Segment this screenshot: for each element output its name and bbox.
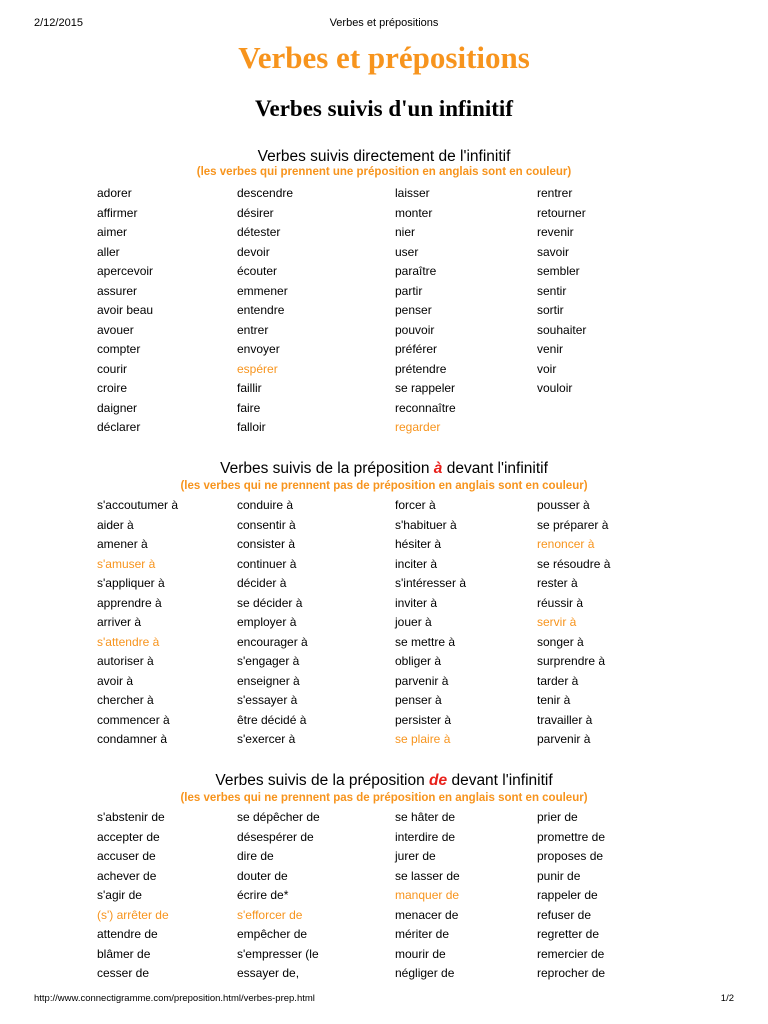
- verb-cell: pousser à: [537, 498, 590, 512]
- verb-cell: tenir à: [537, 693, 571, 707]
- verb-cell: encourager à: [237, 634, 308, 649]
- verb-cell: enseigner à: [237, 673, 300, 688]
- verb-cell: mériter de: [395, 927, 450, 941]
- verb-cell: employer à: [237, 615, 297, 629]
- verb-cell: entrer: [237, 322, 269, 337]
- section-title-text: devant l'infinitif: [447, 772, 553, 789]
- verb-cell: se rappeler: [395, 381, 456, 395]
- verb-cell: falloir: [237, 420, 266, 434]
- verb-cell: paraître: [395, 264, 437, 278]
- verb-cell: désirer: [237, 205, 274, 220]
- verb-cell: sembler: [537, 264, 580, 278]
- section-title: [0, 772, 768, 790]
- verb-cell: écrire de*: [237, 888, 289, 902]
- verb-cell: promettre de: [537, 829, 606, 844]
- verb-cell: s'essayer à: [237, 693, 298, 707]
- verb-cell: regretter de: [537, 927, 600, 941]
- verb-cell: assurer: [97, 283, 138, 298]
- verb-cell: manquer de: [395, 888, 460, 902]
- section-preposition: de: [429, 772, 448, 789]
- verb-cell: jurer de: [395, 849, 436, 863]
- verb-cell: daigner: [97, 400, 138, 415]
- verb-cell: aider à: [97, 517, 134, 532]
- verb-cell: proposes de: [537, 849, 604, 863]
- verb-cell: arriver à: [97, 615, 142, 629]
- verb-cell: apercevoir: [97, 264, 154, 278]
- section-title-text: Verbes suivis de la préposition: [220, 460, 434, 477]
- verb-cell: consentir à: [237, 517, 296, 532]
- verb-cell: mourir de: [395, 946, 446, 961]
- verb-cell: continuer à: [237, 556, 297, 571]
- verb-cell: songer à: [537, 634, 584, 649]
- verb-cell: retourner: [537, 205, 586, 220]
- verb-cell: surprendre à: [537, 654, 606, 668]
- verb-cell: descendre: [237, 186, 294, 200]
- verb-cell: réussir à: [537, 595, 584, 610]
- verb-cell: [537, 418, 657, 438]
- verb-cell: reprocher de: [537, 966, 606, 980]
- verb-cell: s'efforcer de: [237, 907, 303, 922]
- verb-cell: blâmer de: [97, 946, 151, 961]
- verb-cell: punir de: [537, 868, 581, 883]
- verb-cell: autoriser à: [97, 654, 154, 668]
- verb-cell: venir: [537, 342, 564, 356]
- section-title-text: Verbes suivis directement de l'infinitif: [257, 148, 511, 165]
- verb-cell: interdire de: [395, 829, 456, 844]
- verb-cell: sentir: [537, 283, 567, 298]
- verb-cell: détester: [237, 225, 281, 239]
- verb-cell: rentrer: [537, 186, 573, 200]
- verb-cell: rappeler de: [537, 888, 598, 902]
- verb-grid-a: [97, 496, 657, 750]
- verb-cell: prétendre: [395, 361, 447, 376]
- verb-cell: reconnaître: [395, 400, 456, 415]
- verb-cell: se résoudre à: [537, 556, 611, 571]
- verb-cell: [537, 399, 657, 419]
- verb-cell: inciter à: [395, 556, 438, 571]
- verb-cell: penser: [395, 303, 432, 317]
- verb-cell: menacer de: [395, 907, 459, 922]
- verb-cell: amener à: [97, 537, 148, 551]
- verb-cell: s'agir de: [97, 888, 142, 902]
- verb-cell: négliger de: [395, 966, 455, 980]
- verb-cell: dire de: [237, 849, 274, 863]
- verb-cell: croire: [97, 381, 128, 395]
- verb-cell: douter de: [237, 868, 288, 883]
- verb-grid-direct: [97, 184, 657, 438]
- verb-cell: emmener: [237, 283, 288, 298]
- verb-grid-de: [97, 808, 657, 984]
- verb-cell: faillir: [237, 381, 262, 395]
- verb-cell: se mettre à: [395, 634, 456, 649]
- section-preposition: à: [433, 460, 443, 477]
- verb-cell: pouvoir: [395, 322, 435, 337]
- verb-cell: forcer à: [395, 498, 436, 512]
- verb-cell: jouer à: [395, 615, 432, 629]
- section-note: (les verbes qui ne prennent pas de préposition en anglais sont en couleur): [180, 480, 588, 492]
- verb-cell: se préparer à: [537, 517, 609, 532]
- verb-cell: s'empresser (le: [237, 946, 319, 961]
- verb-cell: préférer: [395, 342, 438, 356]
- verb-cell: savoir: [537, 244, 570, 259]
- verb-cell: penser à: [395, 693, 442, 707]
- page-title: Verbes et prépositions: [238, 40, 530, 75]
- verb-cell: avoir beau: [97, 303, 154, 317]
- verb-cell: avoir à: [97, 673, 134, 688]
- verb-cell: s'exercer à: [237, 732, 296, 746]
- verb-cell: condamner à: [97, 732, 168, 746]
- verb-cell: monter: [395, 205, 433, 220]
- verb-cell: refuser de: [537, 907, 592, 922]
- print-doc-title: Verbes et prépositions: [329, 17, 439, 29]
- verb-cell: obliger à: [395, 654, 442, 668]
- verb-cell: laisser: [395, 186, 430, 200]
- verb-cell: partir: [395, 283, 423, 298]
- verb-cell: chercher à: [97, 693, 154, 707]
- source-url: http://www.connectigramme.com/preposition.html/verbes-prep.html: [34, 993, 315, 1004]
- verb-cell: nier: [395, 225, 416, 239]
- verb-cell: aimer: [97, 225, 128, 239]
- verb-cell: conduire à: [237, 498, 294, 512]
- verb-cell: s'abstenir de: [97, 810, 165, 824]
- verb-cell: renoncer à: [537, 537, 595, 551]
- verb-cell: regarder: [395, 420, 441, 434]
- verb-cell: remercier de: [537, 946, 605, 961]
- verb-cell: s'engager à: [237, 654, 300, 668]
- verb-cell: souhaiter: [537, 322, 587, 337]
- verb-cell: écouter: [237, 264, 278, 278]
- verb-cell: essayer de,: [237, 966, 300, 980]
- verb-cell: achever de: [97, 868, 157, 883]
- verb-cell: persister à: [395, 712, 452, 727]
- verb-cell: s'amuser à: [97, 556, 156, 571]
- section-note: (les verbes qui prennent une préposition en anglais sont en couleur): [196, 166, 572, 178]
- verb-cell: désespérer de: [237, 829, 314, 844]
- verb-cell: avouer: [97, 322, 134, 337]
- verb-cell: s'appliquer à: [97, 576, 165, 590]
- verb-cell: compter: [97, 342, 141, 356]
- verb-cell: sortir: [537, 303, 564, 317]
- verb-cell: courir: [97, 361, 128, 376]
- verb-cell: prier de: [537, 810, 578, 824]
- verb-cell: se hâter de: [395, 810, 456, 824]
- verb-cell: se décider à: [237, 595, 303, 610]
- verb-cell: décider à: [237, 576, 287, 590]
- verb-cell: affirmer: [97, 205, 138, 220]
- verb-cell: parvenir à: [537, 732, 591, 746]
- verb-cell: voir: [537, 361, 557, 376]
- verb-cell: rester à: [537, 576, 578, 590]
- verb-cell: commencer à: [97, 712, 170, 727]
- verb-cell: s'attendre à: [97, 634, 160, 649]
- verb-cell: consister à: [237, 537, 296, 551]
- verb-cell: apprendre à: [97, 595, 162, 610]
- verb-cell: parvenir à: [395, 673, 449, 688]
- verb-cell: devoir: [237, 244, 270, 259]
- verb-cell: aller: [97, 244, 120, 259]
- verb-cell: faire: [237, 400, 261, 415]
- section-note: (les verbes qui ne prennent pas de préposition en anglais sont en couleur): [180, 792, 588, 804]
- verb-cell: tarder à: [537, 673, 579, 688]
- verb-cell: s'accoutumer à: [97, 498, 178, 512]
- verb-cell: servir à: [537, 615, 577, 629]
- verb-cell: empêcher de: [237, 927, 308, 941]
- section-title: [0, 148, 768, 166]
- verb-cell: (s') arrêter de: [97, 907, 169, 922]
- verb-cell: se plaire à: [395, 732, 451, 746]
- section-title-text: devant l'infinitif: [442, 460, 548, 477]
- verb-cell: s'intéresser à: [395, 576, 466, 590]
- verb-cell: entendre: [237, 303, 285, 317]
- verb-cell: revenir: [537, 225, 574, 239]
- verb-cell: cesser de: [97, 966, 150, 980]
- verb-cell: vouloir: [537, 381, 573, 395]
- verb-cell: adorer: [97, 186, 132, 200]
- verb-cell: s'habituer à: [395, 517, 457, 532]
- verb-cell: accuser de: [97, 849, 156, 863]
- section-title-text: Verbes suivis de la préposition: [215, 772, 430, 789]
- verb-cell: déclarer: [97, 420, 141, 434]
- verb-cell: envoyer: [237, 342, 280, 356]
- page-number: 1/2: [720, 993, 734, 1004]
- section-title: [0, 460, 768, 478]
- print-date: 2/12/2015: [34, 17, 83, 29]
- verb-cell: se dépêcher de: [237, 810, 320, 824]
- verb-cell: attendre de: [97, 927, 158, 941]
- verb-cell: se lasser de: [395, 868, 460, 883]
- verb-cell: inviter à: [395, 595, 438, 610]
- verb-cell: accepter de: [97, 829, 160, 844]
- verb-cell: travailler à: [537, 712, 593, 727]
- verb-cell: espérer: [237, 361, 278, 376]
- verb-cell: être décidé à: [237, 712, 307, 727]
- verb-cell: user: [395, 244, 419, 259]
- verb-cell: hésiter à: [395, 537, 442, 551]
- page-subtitle: Verbes suivis d'un infinitif: [255, 96, 513, 121]
